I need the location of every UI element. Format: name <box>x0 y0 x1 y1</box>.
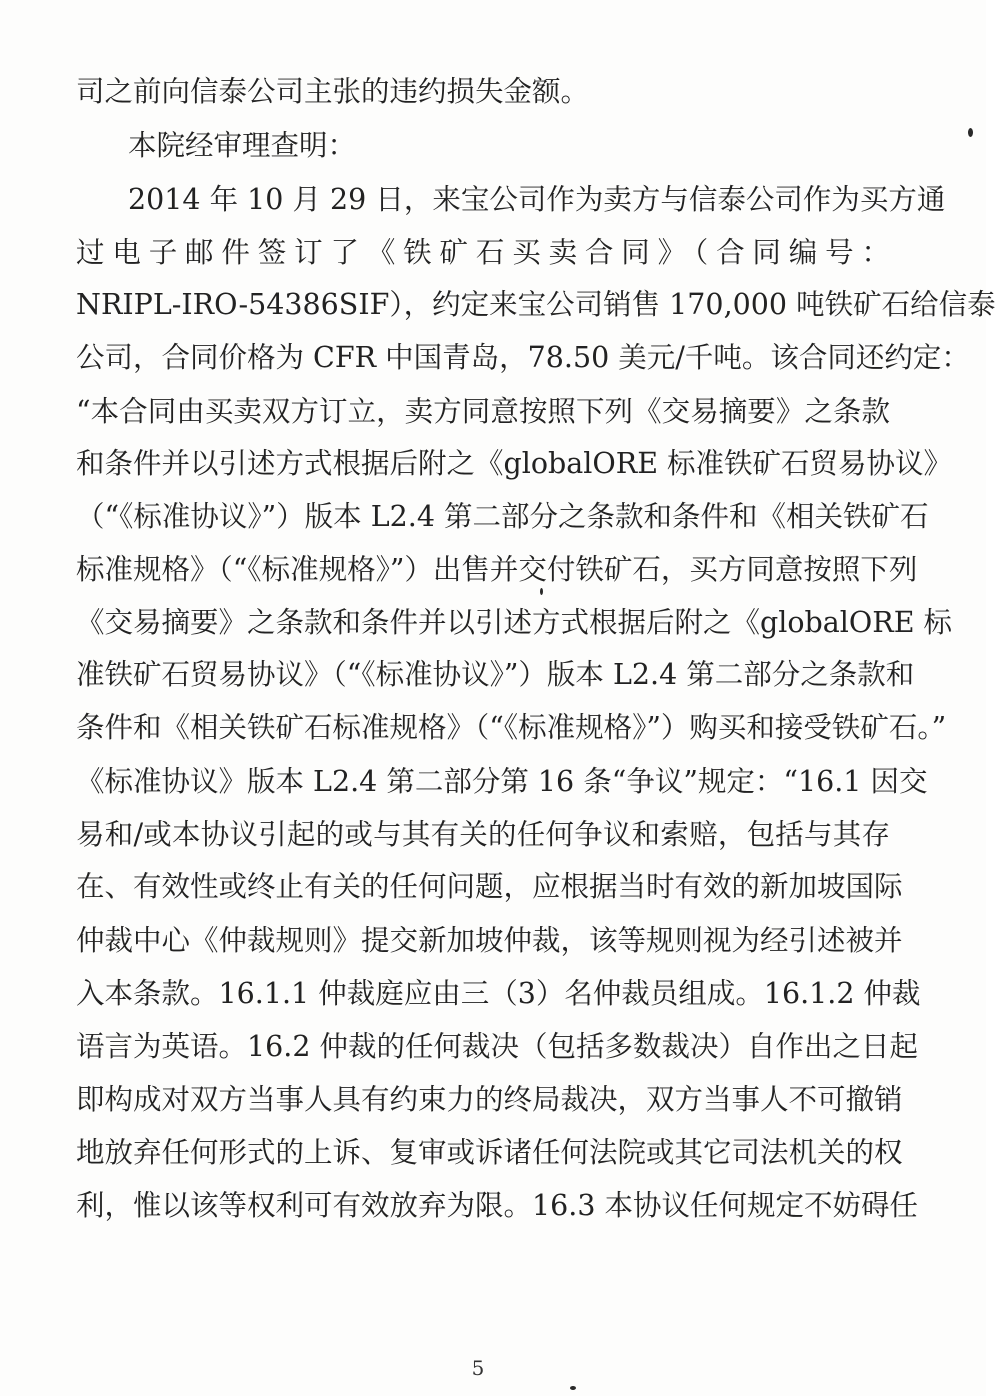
text-line-21: 地放弃任何形式的上诉、复审或诉诸任何法院或其它司法机关的权 <box>76 1136 903 1169</box>
scan-speck <box>540 588 543 595</box>
text-line-19: 语言为英语。16.2 仲裁的任何裁决（包括多数裁决）自作出之日起 <box>76 1030 919 1063</box>
text-line-12: 准铁矿石贸易协议》（“《标准协议》”）版本 L2.4 第二部分之条款和 <box>76 658 915 691</box>
text-line-4: 过电子邮件签订了《铁矿石买卖合同》（合同编号： <box>76 236 890 269</box>
text-line-17: 仲裁中心《仲裁规则》提交新加坡仲裁，该等规则视为经引述被并 <box>76 924 903 957</box>
scan-speck <box>968 128 973 137</box>
text-line-22: 利，惟以该等权利可有效放弃为限。16.3 本协议任何规定不妨碍任 <box>76 1189 919 1222</box>
text-line-10: 标准规格》（“《标准规格》”）出售并交付铁矿石，买方同意按照下列 <box>76 553 918 586</box>
text-line-6: 公司，合同价格为 CFR 中国青岛，78.50 美元/千吨。该合同还约定： <box>76 341 970 374</box>
text-line-5: NRIPL-IRO-54386SIF），约定来宝公司销售 170,000 吨铁矿石给信泰 <box>76 288 996 321</box>
text-line-18: 入本条款。16.1.1 仲裁庭应由三（3）名仲裁员组成。16.1.2 仲裁 <box>76 977 921 1010</box>
text-line-3: 2014 年 10 月 29 日，来宝公司作为卖方与信泰公司作为买方通 <box>128 183 946 216</box>
text-line-11: 《交易摘要》之条款和条件并以引述方式根据后附之《globalORE 标 <box>76 606 953 639</box>
text-line-1: 司之前向信泰公司主张的违约损失金额。 <box>76 75 590 108</box>
text-line-20: 即构成对双方当事人具有约束力的终局裁决，双方当事人不可撤销 <box>76 1083 903 1116</box>
page-number: 5 <box>471 1356 485 1380</box>
text-line-8: 和条件并以引述方式根据后附之《globalORE 标准铁矿石贸易协议》 <box>76 447 953 480</box>
scan-speck <box>570 1386 576 1390</box>
text-line-7: “本合同由买卖双方订立，卖方同意按照下列《交易摘要》之条款 <box>76 395 890 428</box>
text-line-16: 在、有效性或终止有关的任何问题，应根据当时有效的新加坡国际 <box>76 870 903 903</box>
text-line-9: （“《标准协议》”）版本 L2.4 第二部分之条款和条件和《相关铁矿石 <box>76 500 929 533</box>
text-line-14: 《标准协议》版本 L2.4 第二部分第 16 条“争议”规定：“16.1 因交 <box>76 765 928 798</box>
text-line-15: 易和/或本协议引起的或与其有关的任何争议和索赔，包括与其存 <box>76 818 890 851</box>
text-line-13: 条件和《相关铁矿石标准规格》（“《标准规格》”）购买和接受铁矿石。” <box>76 711 947 744</box>
text-line-2: 本院经审理查明： <box>128 129 357 162</box>
